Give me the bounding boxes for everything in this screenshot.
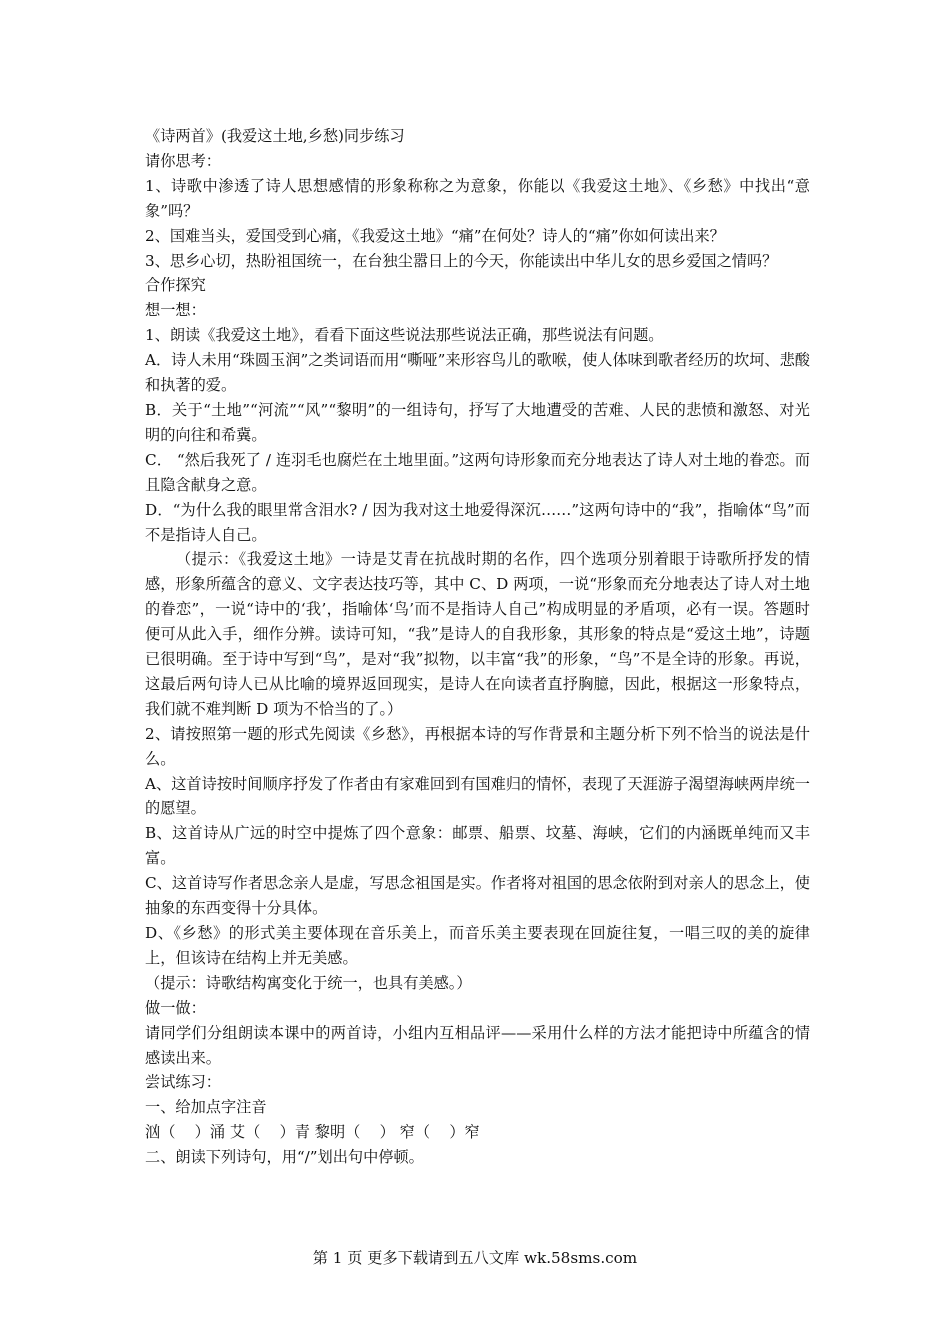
subheading-try: 尝试练习： <box>145 1073 221 1092</box>
section-heading-cooperate: 合作探究 <box>145 276 206 295</box>
pinyin-item: 窄（ ）窄 <box>399 1123 480 1142</box>
page-footer: 第 1 页 更多下载请到五八文库 wk.58sms.com <box>312 1249 638 1267</box>
pinyin-item: 艾（ ）青 <box>229 1123 310 1142</box>
exercise-1-option-d: D．“为什么我的眼里常含泪水? / 因为我对这土地爱得深沉……”这两句诗中的“我”，指喻体“鸟”而不是指诗人自己。 <box>145 500 810 544</box>
try-exercise-2: 二、朗读下列诗句，用“/”划出句中停顿。 <box>145 1148 424 1167</box>
exercise-2-option-a: A、这首诗按时间顺序抒发了作者由有家难回到有国难归的情怀，表现了天涯游子渴望海峡两岸统一的愿望。 <box>145 774 810 818</box>
pinyin-item: 汹（ ）涌 <box>145 1123 226 1142</box>
pinyin-item: 黎明（ ） <box>314 1123 395 1142</box>
exercise-2-option-b: B、这首诗从广远的时空中提炼了四个意象：邮票、船票、坟墓、海峡，它们的内涵既单纯而又丰富。 <box>145 824 810 868</box>
exercise-1-option-a: A．诗人未用“珠圆玉润”之类词语而用“嘶哑”来形容鸟儿的歌喉，使人体味到歌者经历的坎坷、悲酸和执著的爱。 <box>145 351 810 395</box>
exercise-2-option-c: C、这首诗写作者思念亲人是虚，写思念祖国是实。作者将对祖国的思念依附到对亲人的思念上，使抽象的东西变得十分具体。 <box>145 874 810 918</box>
exercise-1-option-c: C． “然后我死了 / 连羽毛也腐烂在土地里面。”这两句诗形象而充分地表达了诗人对土地的眷恋。而且隐含献身之意。 <box>145 450 810 494</box>
section-heading-think: 请你思考： <box>145 151 221 170</box>
subheading-think: 想一想： <box>145 301 206 320</box>
exercise-1-hint: （提示：《我爱这土地》一诗是艾青在抗战时期的名作，四个选项分别着眼于诗歌所抒发的情感，形象所蕴含的意义、文字表达技巧等，其中 C、D 两项，一说“形象而充分地表达了诗人对土地的眷恋”，一说“诗中的‘我’，指喻体‘鸟’而不是指诗人自己”构成明显的矛盾项，必有一误。答题时便可从此入手，细作分辨。读诗可知，“我”是诗人的自我形象，其形象的特点是“爱这土地”，诗题已很明确。至于诗中写到“鸟”，是对“我”拟物，以丰富“我”的形象，“鸟”不是全诗的形象。再说，这最后两句诗人已从比喻的境界返回现实，是诗人在向读者直抒胸臆，因此，根据这一形象特点，我们就不难判断 D 项为不恰当的了。） <box>145 550 810 718</box>
question-3: 3、思乡心切，热盼祖国统一，在台独尘嚣日上的今天，你能读出中华儿女的思乡爱国之情吗？ <box>145 251 778 270</box>
question-1: 1、诗歌中渗透了诗人思想感情的形象称称之为意象，你能以《我爱这土地》、《乡愁》中找出“意象”吗？ <box>145 176 810 220</box>
document-body <box>145 124 810 1170</box>
exercise-2-intro: 2、请按照第一题的形式先阅读《乡愁》，再根据本诗的写作背景和主题分析下列不恰当的说法是什么。 <box>145 724 810 768</box>
exercise-2-hint: （提示：诗歌结构寓变化于统一，也具有美感。） <box>145 973 472 992</box>
doc-title: 《诗两首》(我爱这土地,乡愁)同步练习 <box>145 127 405 145</box>
pinyin-items <box>145 1120 810 1145</box>
subheading-do: 做一做： <box>145 998 206 1017</box>
exercise-1-intro: 1、朗读《我爱这土地》，看看下面这些说法那些说法正确，那些说法有问题。 <box>145 326 664 345</box>
do-instructions: 请同学们分组朗读本课中的两首诗，小组内互相品评——采用什么样的方法才能把诗中所蕴含的情感读出来。 <box>145 1023 810 1067</box>
exercise-2-option-d: D、《乡愁》的形式美主要体现在音乐美上，而音乐美主要表现在回旋往复，一唱三叹的美的旋律上，但该诗在结构上并无美感。 <box>145 924 810 967</box>
exercise-1-option-b: B．关于“土地”“河流”“风”“黎明”的一组诗句，抒写了大地遭受的苦难、人民的悲愤和激怒、对光明的向往和希冀。 <box>145 400 810 444</box>
question-2: 2、国难当头，爱国受到心痛，《我爱这土地》“痛”在何处？诗人的“痛”你如何读出来？ <box>145 226 725 245</box>
try-exercise-1: 一、给加点字注音 <box>145 1098 267 1117</box>
